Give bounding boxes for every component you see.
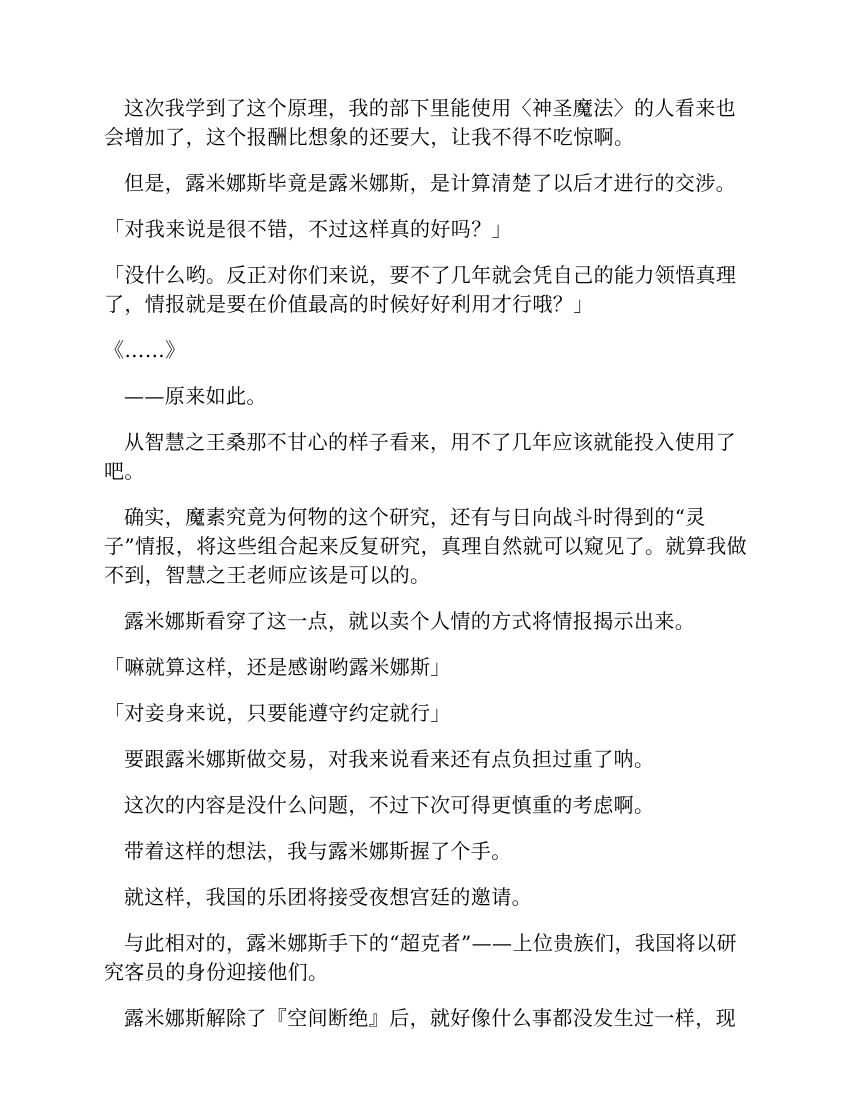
paragraph: 就这样，我国的乐团将接受夜想宫廷的邀请。 (124, 885, 532, 909)
paragraph: 这次我学到了这个原理，我的部下里能使用〈神圣魔法〉的人看来也会增加了，这个报酬比想象的还要大，让我不得不吃惊啊。 (104, 96, 736, 149)
text-body (104, 94, 752, 1050)
paragraph: 带着这样的想法，我与露米娜斯握了个手。 (124, 839, 512, 863)
paragraph: 确实，魔素究竟为何物的这个研究，还有与日向战斗时得到的“灵子”情报，将这些组合起来反复研究，真理自然就可以窥见了。就算我做不到，智慧之王老师应该是可以的。 (104, 505, 748, 587)
paragraph: 但是，露米娜斯毕竟是露米娜斯，是计算清楚了以后才进行的交涉。 (124, 171, 736, 195)
paragraph: 露米娜斯解除了『空间断绝』后，就好像什么事都没发生过一样，现 (124, 1006, 736, 1030)
paragraph: 从智慧之王桑那不甘心的样子看来，用不了几年应该就能投入使用了吧。 (104, 430, 736, 483)
dialogue-line: 「嘛就算这样，还是感谢哟露米娜斯」 (104, 655, 451, 679)
paragraph: 露米娜斯看穿了这一点，就以卖个人情的方式将情报揭示出来。 (124, 609, 696, 633)
dialogue-line: 「没什么哟。反正对你们来说，要不了几年就会凭自己的能力领悟真理了，情报就是要在价值最高的时候好好利用才行哦？」 (104, 263, 737, 316)
paragraph: 与此相对的，露米娜斯手下的“超克者”——上位贵族们，我国将以研究客员的身份迎接他们。 (104, 931, 737, 984)
paragraph: ——原来如此。 (124, 384, 267, 408)
dialogue-line: 《……》 (104, 338, 186, 362)
dialogue-line: 「对我来说是很不错，不过这样真的好吗？」 (104, 217, 512, 241)
paragraph: 要跟露米娜斯做交易，对我来说看来还有点负担过重了呐。 (124, 747, 655, 771)
dialogue-line: 「对妾身来说，只要能遵守约定就行」 (104, 701, 451, 725)
paragraph: 这次的内容是没什么问题，不过下次可得更慎重的考虑啊。 (124, 793, 655, 817)
